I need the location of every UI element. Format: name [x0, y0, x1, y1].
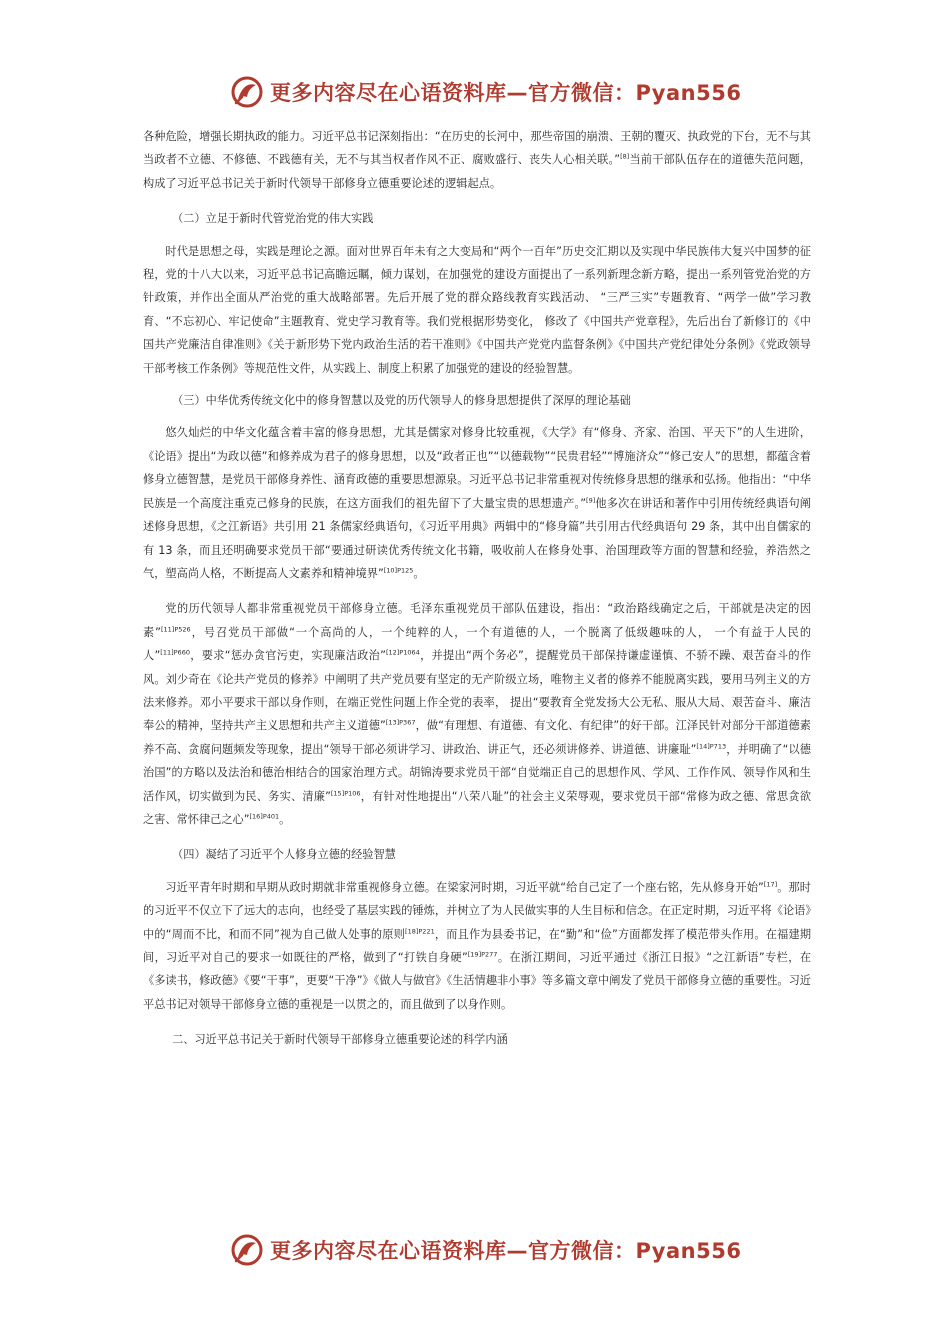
citation: [17]	[763, 880, 778, 889]
document-body	[143, 125, 811, 1052]
paragraph: 习近平青年时期和早期从政时期就非常重视修身立德。在梁家河时期，习近平就“给自己定了一个座右铭，先从修身开始”[17]。那时的习近平不仅立下了远大的志向，也经受了基层实践的锤炼，并树立了为人民做实事的人生目标和信念。在正定时期，习近平将《论语》中的“周而不比，和而不同”视为自己做人处事的原则$^{[18]P221}$，而且作为县委书记，在“勤”和“俭”方面都发挥了模范带头作用。在福建期间，习近平对自己的要求一如既往的严格，做到了“打铁自身硬”$^{[19]P277}$。在浙江期间，习近平通过《浙江日报》“之江新语”专栏，在《多读书，修政德》《要“干事”，更要“干净”》《做人与做官》《生活情趣非小事》等多篇文章中阐发了党员干部修身立德的重要性。习近平总书记对领导干部修身立德的重视是一以贯之的，而且做到了以身作则。	[143, 880, 812, 1011]
citation: [9]	[586, 495, 596, 504]
section-heading: （二）立足于新时代管党治党的伟大实践	[172, 212, 374, 226]
banner-text: 更多内容尽在心语资料库—官方微信：Pyan556	[270, 81, 742, 105]
citation: [19]P277	[467, 950, 498, 959]
section-heading: 二、习近平总书记关于新时代领导干部修身立德重要论述的科学内涵	[172, 1033, 508, 1047]
citation: [15]P106	[330, 788, 361, 797]
section-heading: （四）凝结了习近平个人修身立德的经验智慧	[172, 848, 396, 862]
citation: [18]P221	[405, 926, 435, 935]
citation: [14]P713	[696, 742, 727, 751]
logo-icon	[230, 75, 264, 109]
header-banner	[230, 72, 741, 112]
paragraph: 时代是思想之母，实践是理论之源。面对世界百年未有之大变局和“两个一百年”历史交汇期以及实现中华民族伟大复兴中国梦的征程，党的十八大以来，习近平总书记高瞻远瞩，倾力谋划，在加强党的建设方面提出了一系列新理念新方略，提出一系列管党治党的方针政策，并作出全面从严治党的重大战略部署。先后开展了党的群众路线教育实践活动、 “三严三实”专题教育、“两学一做”学习教育、“不忘初心、牢记使命”主题教育、党史学习教育等。我们党根据形势变化， 修改了《中国共产党章程》，先后出台了新修订的《中国共产党廉洁自律准则》《关于新形势下党内政治生活的若干准则》《中国共产党党内监督条例》《中国共产党纪律处分条例》《党政领导干部考核工作条例》等规范性文件，从实践上、制度上积累了加强党的建设的经验智慧。	[143, 244, 811, 375]
citation: [11]P526	[160, 624, 191, 633]
citation: [8]	[620, 152, 630, 161]
section-heading: （三）中华优秀传统文化中的修身智慧以及党的历代领导人的修身思想提供了深厚的理论基础	[172, 394, 631, 408]
citation: [13]P367	[385, 718, 416, 727]
citation: [12]P1064	[385, 648, 420, 657]
banner-text: 更多内容尽在心语资料库—官方微信：Pyan556	[270, 1239, 742, 1263]
paragraph: 悠久灿烂的中华文化蕴含着丰富的修身思想，尤其是儒家对修身比较重视，《大学》有“修身、齐家、治国、平天下”的人生进阶，《论语》提出“为政以德”和修养成为君子的修身思想，以及“政者正也”“以德载物”“民贵君轻”“博施济众”“修己安人”的思想，都蕴含着修身立德智慧，是党员干部修身养性、涵育政德的重要思想源泉。习近平总书记非常重视对传统修身思想的继承和弘扬。他指出：“中华民族是一个高度注重克己修身的民族，在这方面我们的祖先留下了大量宝贵的思想遗产。”[9]他多次在讲话和著作中引用传统经典语句阐述修身思想，《之江新语》共引用 21 条儒家经典语句，《习近平用典》两辑中的“修身篇”共引用古代经典语句 29 条，其中出自儒家的有 13 条，而且还明确要求党员干部“要通过研读优秀传统文化书籍，吸收前人在修身处事、治国理政等方面的智慧和经验，养浩然之气，塑高尚人格，不断提高人文素养和精神境界”$^{[10]P125}$。	[143, 426, 811, 580]
citation: [10]P125	[383, 566, 414, 575]
citation: [16]P401	[249, 812, 280, 821]
paragraph: 各种危险，增强长期执政的能力。习近平总书记深刻指出：“在历史的长河中，那些帝国的崩溃、王朝的覆灭、执政党的下台，无不与其当政者不立德、不修德、不践德有关，无不与其当权者作风不正、腐败盛行、丧失人心相关联。”[8]当前干部队伍存在的道德失范问题，构成了习近平总书记关于新时代领导干部修身立德重要论述的逻辑起点。	[143, 130, 811, 190]
footer-banner	[230, 1230, 741, 1270]
logo-icon	[230, 1233, 264, 1267]
citation: [11]P660	[160, 648, 190, 657]
paragraph: 党的历代领导人都非常重视党员干部修身立德。毛泽东重视党员干部队伍建设，指出：“政治路线确定之后，干部就是决定的因素”$^{[11]P526}$，号召党员干部做“一个高尚的人，一个纯粹的人，一个有道德的人，一个脱离了低级趣味的人， 一个有益于人民的人”$^{[11]P660}$，要求“惩办贪官污吏，实现廉洁政治”$^{[12]P1064}$，并提出“两个务必”，提醒党员干部保持谦虚谨慎、不骄不躁、艰苦奋斗的作风。刘少奇在《论共产党员的修养》中阐明了共产党员要有坚定的无产阶级立场，唯物主义者的修养不能脱离实践，要用马列主义的方法来修养。邓小平要求干部以身作则，在端正党性问题上作全党的表率， 提出“要教育全党发扬大公无私、服从大局、艰苦奋斗、廉洁奉公的精神，坚持共产主义思想和共产主义道德”$^{[13]P367}$，做“有理想、有道德、有文化、有纪律”的好干部。江泽民针对部分干部道德素养不高、贪腐问题频发等现象，提出“领导干部必须讲学习、讲政治、讲正气，还必须讲修养、讲道德、讲廉耻”$^{[14]P713}$，并明确了“以德治国”的方略以及法治和德治相结合的国家治理方式。胡锦涛要求党员干部“自觉端正自己的思想作风、学风、工作作风、领导作风和生活作风，切实做到为民、务实、清廉”$^{[15]P106}$，有针对性地提出“八荣八耻”的社会主义荣辱观，要求党员干部“常修为政之德、常思贪欲之害、常怀律己之心”$^{[16]P401}$。	[143, 602, 812, 826]
